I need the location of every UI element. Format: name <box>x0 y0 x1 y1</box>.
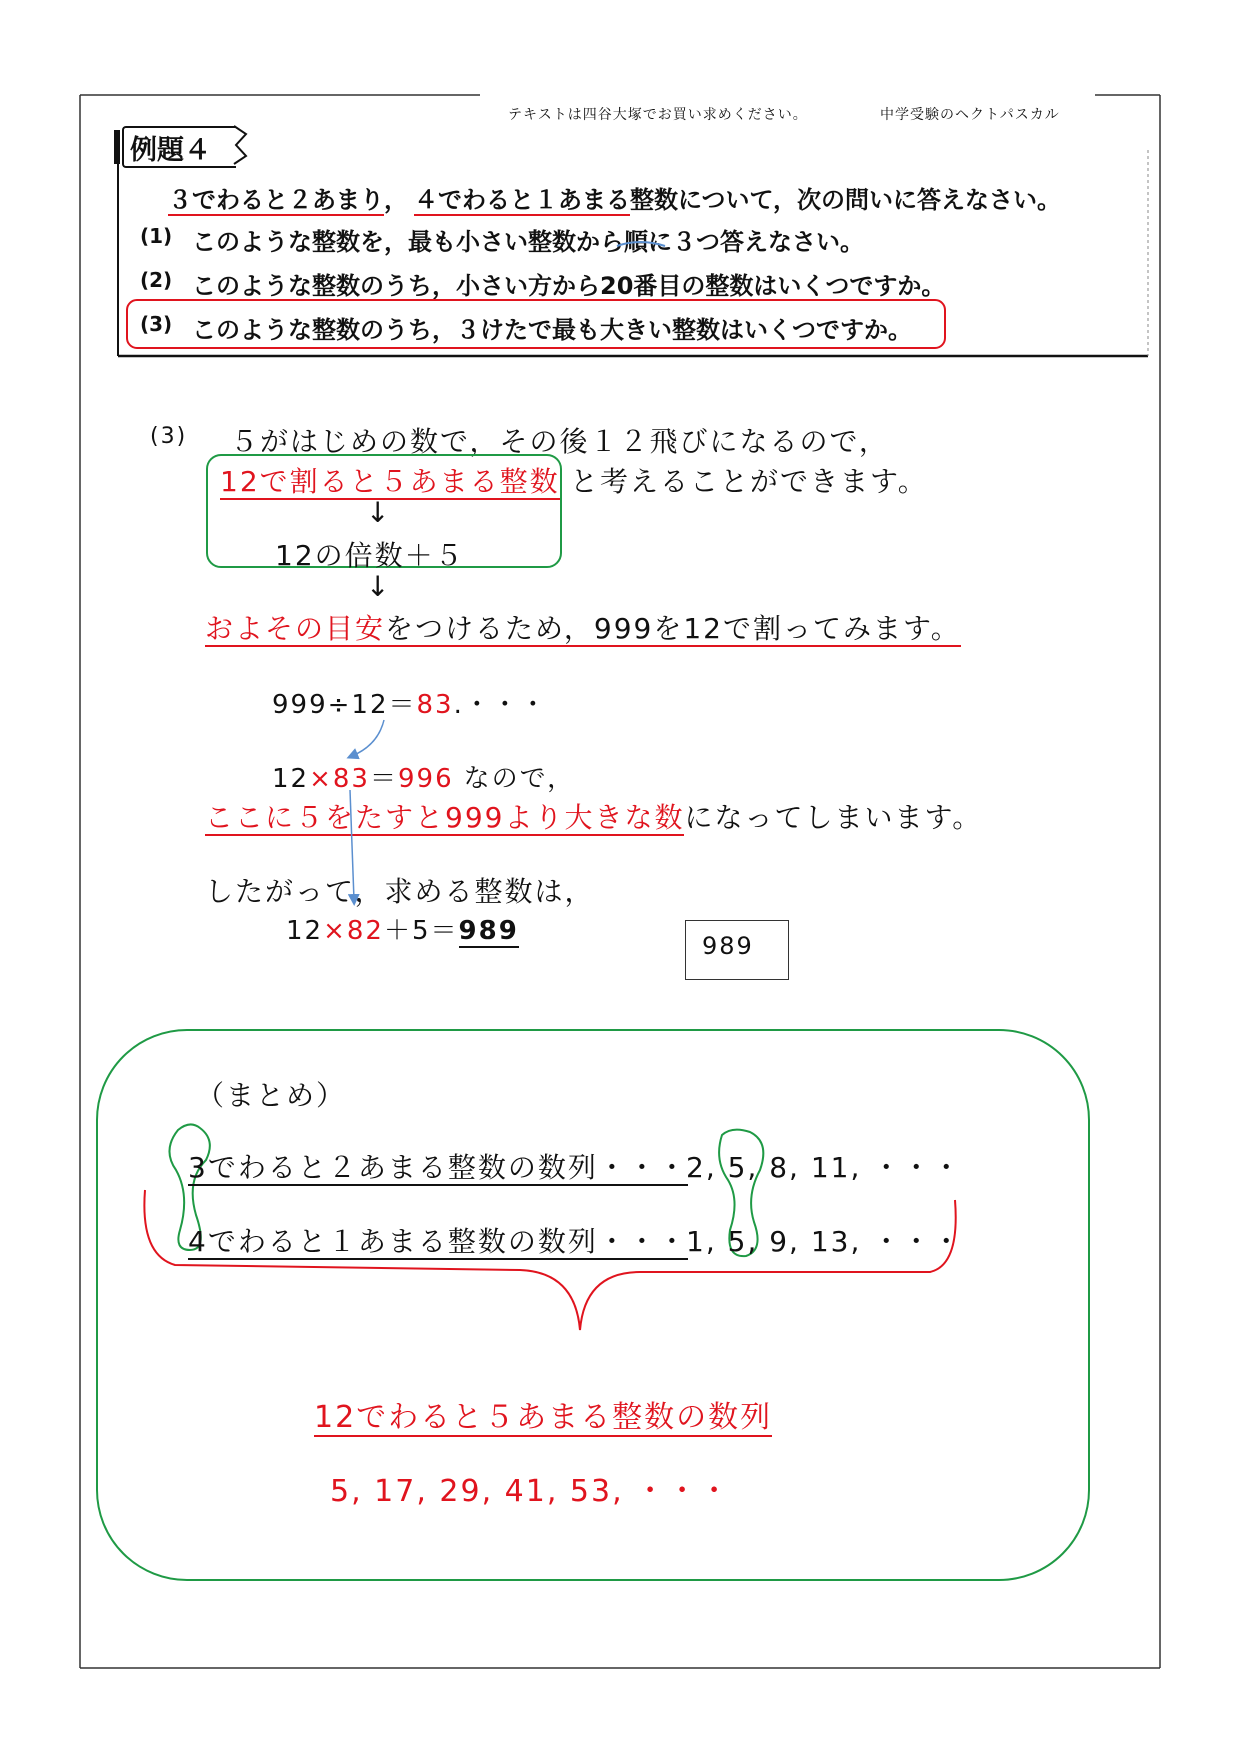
summary-row1-nums: 2, 5, 8, 11, ・・・ <box>686 1151 963 1184</box>
q3-number: (3) <box>140 312 173 336</box>
calc-division: 999÷12＝83.・・・ <box>272 690 548 720</box>
q2-text: このような整数のうち，小さい方から20番目の整数はいくつですか。 <box>192 272 946 300</box>
problem-intro: ３でわると２あまり， ４でわると１あまる整数について，次の問いに答えなさい。 <box>168 186 1062 214</box>
summary-result-title: 12でわると５あまる整数の数列 <box>314 1400 773 1435</box>
summary-result-nums: 5, 17, 29, 41, 53, ・・・ <box>330 1474 732 1509</box>
solution-line1: ５がはじめの数で，その後１２飛びになるので， <box>230 425 889 458</box>
therefore-line: したがって，求める整数は， <box>205 875 595 908</box>
header-note: テキストは四谷大塚でお買い求めください。 <box>508 107 808 123</box>
q2-number: (2) <box>140 268 173 292</box>
q1-text: このような整数を，最も小さい整数から順に３つ答えなさい。 <box>192 228 864 256</box>
over-line: ここに５をたすと999より大きな数になってしまいます。 <box>205 801 983 834</box>
problem-tag: 例題４ <box>130 135 211 166</box>
summary-title: （まとめ） <box>196 1079 347 1112</box>
box-line1: 12で割ると５あまる整数 <box>220 465 560 498</box>
solution-label: (3) <box>150 424 188 449</box>
box-line2: 12の倍数＋５ <box>275 539 465 572</box>
arrow-down-1: ↓ <box>366 496 392 529</box>
summary-row2-text: 4でわると１あまる整数の数列・・・ <box>188 1225 688 1258</box>
summary-row2-nums: 1, 5, 9, 13, ・・・ <box>686 1225 963 1258</box>
estimate-line: およその目安をつけるため，999を12で割ってみます。 <box>205 612 961 645</box>
q3-text: このような整数のうち，３けたで最も大きい整数はいくつですか。 <box>192 316 912 344</box>
final-calc: 12×82＋5＝989 <box>286 916 519 946</box>
answer-value: 989 <box>702 932 754 960</box>
summary-row1-text: 3でわると２あまる整数の数列・・・ <box>188 1151 688 1184</box>
header-brand: 中学受験のヘクトパスカル <box>880 107 1060 123</box>
consider-text: と考えることができます。 <box>570 465 928 498</box>
calc-multiply: 12×83＝996 なので， <box>272 764 576 794</box>
arrow-down-2: ↓ <box>366 570 392 603</box>
q1-number: (1) <box>140 224 173 248</box>
